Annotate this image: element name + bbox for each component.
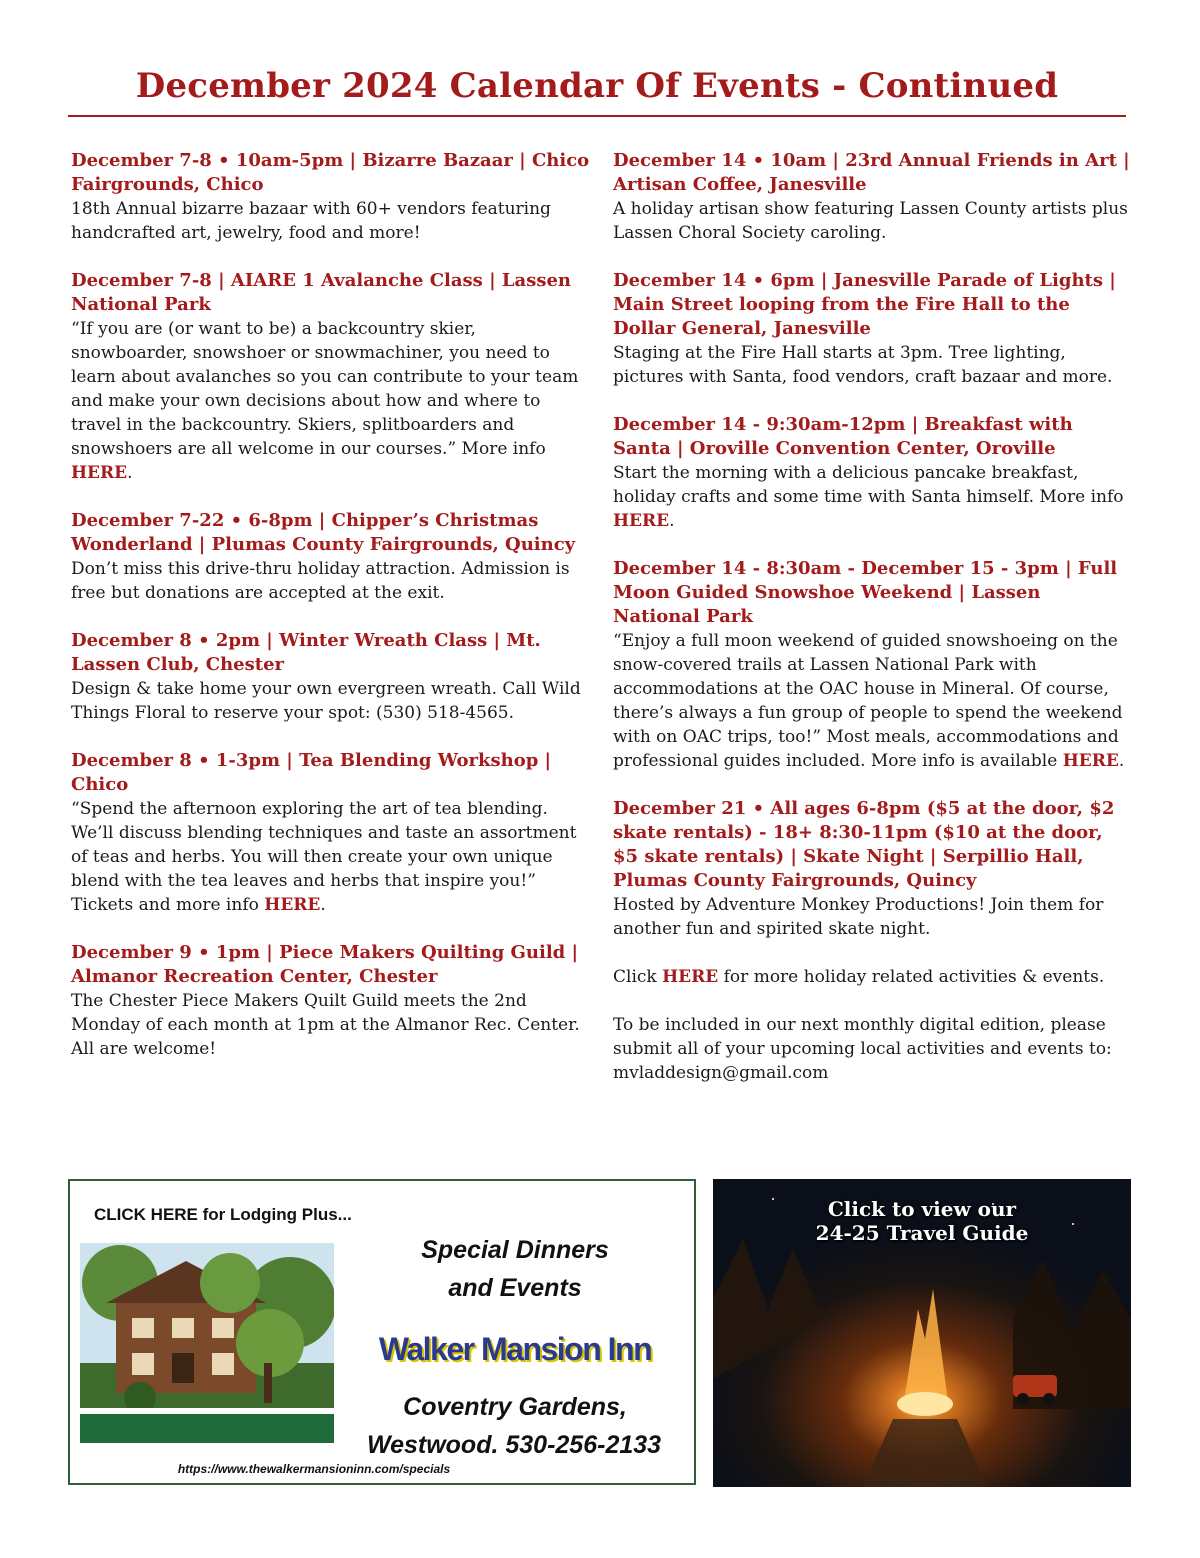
- event-item: [613, 557, 1131, 773]
- event-heading: December 14 • 6pm | Janesville Parade of Lights | Main Street looping from the Fire Hall to the Dollar General, Janesville: [613, 270, 1116, 339]
- punctuation: .: [669, 511, 675, 531]
- inn-photo: [80, 1243, 334, 1443]
- event-item: [71, 149, 593, 245]
- inn-location: Coventry Gardens,: [403, 1393, 627, 1421]
- more-info-link[interactable]: HERE: [1062, 751, 1119, 771]
- event-description: 18th Annual bizarre bazaar with 60+ vendors featuring handcrafted art, jewelry, food and more!: [71, 199, 551, 243]
- event-description: Hosted by Adventure Monkey Productions! Join them for another fun and spirited skate night.: [613, 895, 1104, 939]
- event-item: [71, 629, 593, 725]
- inn-photo-illustration: [80, 1243, 334, 1443]
- event-description-paragraph: [71, 797, 593, 917]
- event-description: “If you are (or want to be) a backcountry skier, snowboarder, snowshoer or snowmachiner, you need to learn about avalanches so you can contribute to your team and make your own decisions about how and where to travel in the backcountry. Skiers, splitboarders and snowshoers are all welcome in our courses.” More info: [71, 319, 579, 459]
- lodging-ad-kicker[interactable]: CLICK HERE for Lodging Plus...: [94, 1205, 352, 1224]
- event-description: A holiday artisan show featuring Lassen County artists plus Lassen Choral Society caroling.: [613, 199, 1128, 243]
- inn-url-link[interactable]: https://www.thewalkermansioninn.com/specials: [177, 1462, 451, 1476]
- event-heading: December 7-22 • 6-8pm | Chipper’s Christmas Wonderland | Plumas County Fairgrounds, Quincy: [71, 510, 576, 555]
- event-description-paragraph: [71, 317, 593, 485]
- event-heading: December 8 • 1-3pm | Tea Blending Workshop | Chico: [71, 750, 552, 795]
- event-heading: December 14 • 10am | 23rd Annual Friends in Art | Artisan Coffee, Janesville: [613, 150, 1130, 195]
- event-heading: December 7-8 | AIARE 1 Avalanche Class | Lassen National Park: [71, 270, 572, 315]
- event-description: Start the morning with a delicious pancake breakfast, holiday crafts and some time with Santa himself. More info: [613, 463, 1124, 507]
- event-item: [613, 269, 1131, 389]
- event-item: [71, 509, 593, 605]
- event-item: [71, 941, 593, 1061]
- event-description: Staging at the Fire Hall starts at 3pm. Tree lighting, pictures with Santa, food vendors, craft bazaar and more.: [613, 343, 1113, 387]
- lodging-promo-line: and Events: [448, 1274, 582, 1302]
- event-heading: December 21 • All ages 6-8pm ($5 at the door, $2 skate rentals) - 18+ 8:30-11pm ($10 at the door, $5 skate rentals) | Skate Night | Serpillio Hall, Plumas County Fairgrounds, Quincy: [613, 798, 1115, 891]
- travel-guide-caption-line: 24-25 Travel Guide: [815, 1221, 1029, 1245]
- more-info-link[interactable]: HERE: [613, 511, 670, 531]
- event-heading: December 14 - 9:30am-12pm | Breakfast with Santa | Oroville Convention Center, Oroville: [613, 414, 1073, 459]
- lodging-promo-line: Special Dinners: [421, 1236, 609, 1264]
- more-info-link[interactable]: HERE: [264, 895, 321, 915]
- inn-phone: Westwood. 530-256-2133: [366, 1431, 662, 1459]
- event-heading: December 8 • 2pm | Winter Wreath Class | Mt. Lassen Club, Chester: [71, 630, 541, 675]
- event-description: The Chester Piece Makers Quilt Guild meets the 2nd Monday of each month at 1pm at the Almanor Rec. Center. All are welcome!: [71, 991, 580, 1059]
- left-column: [71, 149, 593, 1085]
- event-description: Design & take home your own evergreen wreath. Call Wild Things Floral to reserve your spot: (530) 518-4565.: [71, 679, 581, 723]
- more-events-suffix: for more holiday related activities & events.: [723, 967, 1105, 987]
- event-description: “Spend the afternoon exploring the art of tea blending. We’ll discuss blending techniques and taste an assortment of teas and herbs. You will then create your own unique blend with the tea leaves and herbs that inspire you!” Tickets and more info: [71, 799, 577, 915]
- more-info-link[interactable]: HERE: [71, 463, 128, 483]
- event-heading: December 9 • 1pm | Piece Makers Quilting Guild | Almanor Recreation Center, Chester: [71, 942, 579, 987]
- travel-guide-caption-line: Click to view our: [827, 1197, 1017, 1221]
- event-item: [71, 269, 593, 485]
- more-events-note: [613, 965, 1131, 989]
- page-title: December 2024 Calendar Of Events - Continued: [135, 66, 1059, 106]
- event-item: [613, 797, 1131, 941]
- event-description-paragraph: [613, 461, 1131, 533]
- more-events-prefix: Click: [613, 967, 657, 987]
- inn-logo-text: Walker Mansion Inn: [378, 1331, 652, 1367]
- more-events-link[interactable]: HERE: [662, 967, 719, 987]
- punctuation: .: [320, 895, 326, 915]
- event-item: [613, 149, 1131, 245]
- travel-guide-caption[interactable]: [713, 1197, 1131, 1245]
- punctuation: .: [127, 463, 133, 483]
- more-events-paragraph: [613, 965, 1131, 989]
- right-column: [613, 149, 1131, 1109]
- submission-note: [613, 1013, 1131, 1085]
- event-description: Don’t miss this drive-thru holiday attraction. Admission is free but donations are accepted at the exit.: [71, 559, 570, 603]
- event-item: [613, 413, 1131, 533]
- event-heading: December 14 - 8:30am - December 15 - 3pm | Full Moon Guided Snowshoe Weekend | Lassen National Park: [613, 558, 1118, 627]
- title-divider: [68, 115, 1126, 117]
- travel-guide-ad[interactable]: [713, 1179, 1131, 1487]
- submission-text: To be included in our next monthly digital edition, please submit all of your upcoming local activities and events to: mvladdesign@gmail.com: [613, 1015, 1112, 1083]
- event-heading: December 7-8 • 10am-5pm | Bizarre Bazaar | Chico Fairgrounds, Chico: [71, 150, 590, 195]
- lodging-ad-banner[interactable]: [68, 1179, 696, 1485]
- event-description: “Enjoy a full moon weekend of guided snowshoeing on the snow-covered trails at Lassen National Park with accommodations at the OAC house in Mineral. Of course, there’s always a fun group of people to spend the weekend with on OAC trips, too!” Most meals, accommodations and professional guides included. More info is available: [613, 631, 1123, 771]
- event-description-paragraph: [613, 629, 1131, 773]
- punctuation: .: [1118, 751, 1125, 771]
- event-item: [71, 749, 593, 917]
